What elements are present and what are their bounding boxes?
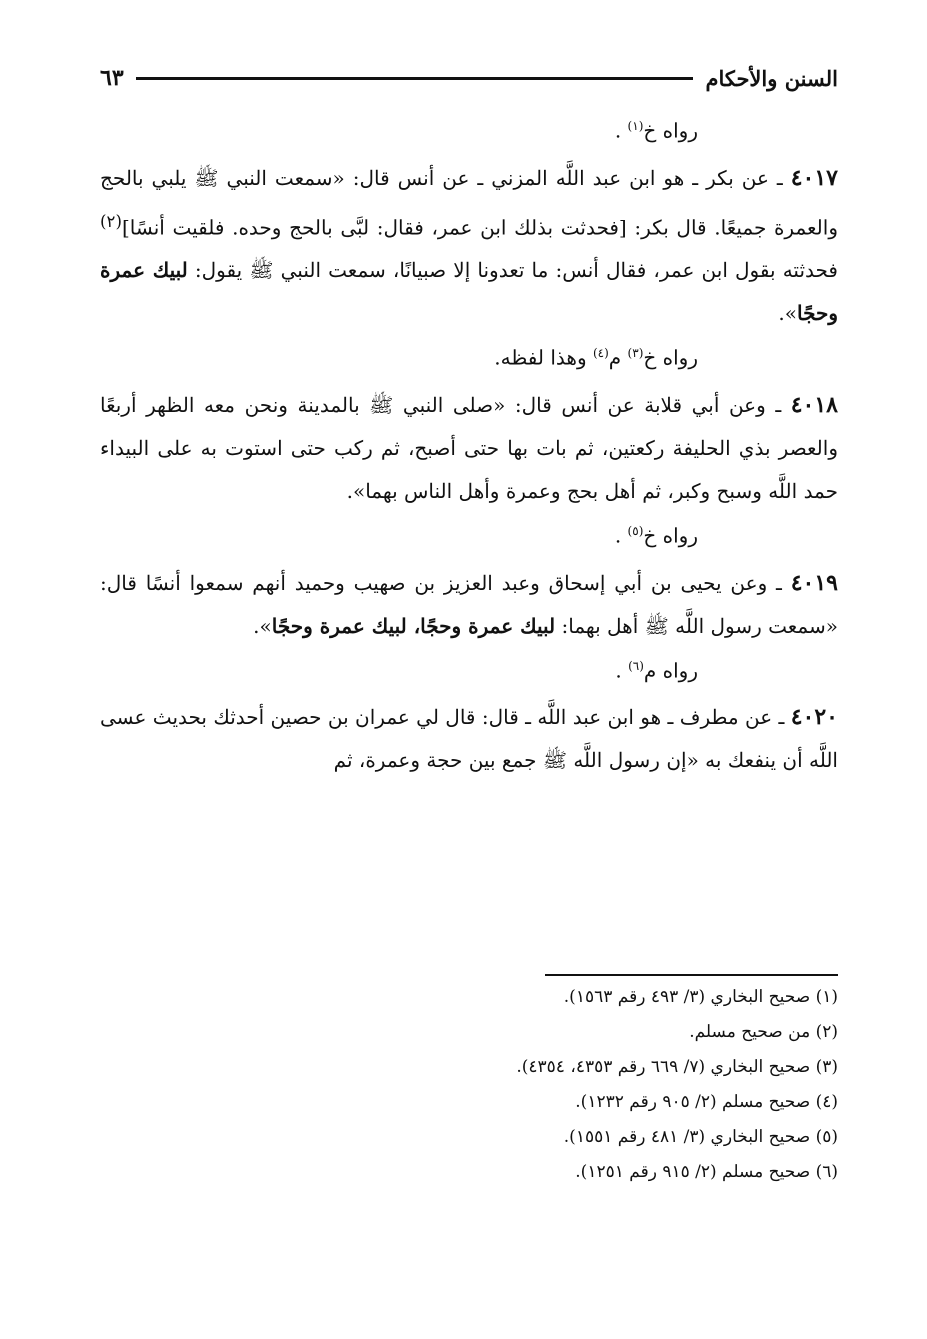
- footnote-marker: (٤): [592, 346, 609, 361]
- hadith-bold-text: لبيك عمرة وحجًا: [100, 258, 838, 326]
- hadith-bold-text: لبيك عمرة وحجًا، لبيك عمرة وحجًا: [271, 613, 556, 638]
- hadith-text: ـ عن بكر ـ هو ابن عبد اللَّه المزني ـ عن أنس قال: «سمعت النبي ﷺ يلبي بالحج والعمرة جميعًا. قال بكر: [فحدثت بذلك ابن عمر، فقال: لبَّى بالحج وحده. فلقيت أنسًا]: [100, 165, 838, 240]
- reference-text: رواه خ: [643, 345, 698, 370]
- footnote-item: (٥) صحيح البخاري (٣/ ٤٨١ رقم ١٥٥١).: [563, 1127, 838, 1147]
- header-rule: [136, 77, 694, 80]
- hadith-text-continued: فحدثته بقول ابن عمر، فقال أنس: ما تعدونا إلا صبيانًا، سمعت النبي ﷺ يقول:: [187, 258, 838, 283]
- reference-end: .: [614, 523, 628, 548]
- footnote-item: (٢) من صحيح مسلم.: [689, 1022, 838, 1042]
- footnote-marker: (٥): [627, 523, 644, 538]
- hadith-number: ٤٠٢٠: [790, 704, 838, 731]
- page-number: ٦٣: [100, 65, 124, 91]
- running-title: السنن والأحكام: [705, 65, 838, 91]
- reference-text: رواه م: [643, 658, 698, 683]
- reference-end: وهذا لفظه.: [494, 345, 593, 370]
- hadith-text: ـ وعن أبي قلابة عن أنس قال: «صلى النبي ﷺ بالمدينة ونحن معه الظهر أربعًا والعصر بذي الحليفة ركعتين، ثم بات بها حتى أصبح، ثم ركب حتى استوت به على البيداء حمد اللَّه وسبح وكبر، ثم أهل بحج وعمرة وأهل الناس بهما».: [100, 392, 838, 503]
- reference-end: .: [614, 118, 628, 143]
- hadith-text: ـ عن مطرف ـ هو ابن عبد اللَّه ـ قال: قال لي عمران بن حصين أحدثك بحديث عسى اللَّه أن ينفعك به «إن رسول اللَّه ﷺ جمع بين حجة وعمرة، ثم: [100, 705, 838, 773]
- footnote-marker: (١): [627, 119, 644, 133]
- hadith-4020: [100, 696, 838, 782]
- hadith-reference: [100, 110, 838, 147]
- page-header: [100, 58, 838, 98]
- hadith-4019: [100, 562, 838, 648]
- footnotes: [100, 980, 838, 1190]
- reference-text: رواه خ: [643, 118, 698, 143]
- footnote-marker: (٢): [100, 211, 122, 231]
- hadith-text: ـ وعن يحيى بن أبي إسحاق وعبد العزيز بن صهيب وحميد أنهم سمعوا أنسًا قال: «سمعت رسول اللَّه ﷺ أهل بهما:: [100, 570, 838, 638]
- hadith-4017: [100, 157, 838, 336]
- reference-text: رواه خ: [643, 523, 698, 548]
- hadith-number: ٤٠١٩: [790, 569, 838, 596]
- reference-end: .: [615, 658, 629, 683]
- footnote-item: (٣) صحيح البخاري (٧/ ٦٦٩ رقم ٤٣٥٣، ٤٣٥٤).: [516, 1057, 838, 1077]
- page-body: [100, 108, 838, 784]
- hadith-end: ».: [253, 613, 272, 638]
- hadith-end: ».: [778, 301, 797, 326]
- footnote-item: (١) صحيح البخاري (٣/ ٤٩٣ رقم ١٥٦٣).: [563, 987, 838, 1007]
- footnote-item: (٦) صحيح مسلم (٢/ ٩١٥ رقم ١٢٥١).: [575, 1162, 838, 1182]
- hadith-reference: [100, 337, 838, 374]
- footnote-marker: (٦): [628, 658, 644, 673]
- hadith-reference: [100, 650, 838, 687]
- hadith-reference: [100, 515, 838, 552]
- hadith-4018: [100, 384, 838, 513]
- footnote-separator: [545, 974, 838, 976]
- reference-text: م: [608, 345, 628, 370]
- hadith-number: ٤٠١٧: [790, 164, 838, 191]
- footnote-item: (٤) صحيح مسلم (٢/ ٩٠٥ رقم ١٢٣٢).: [575, 1092, 838, 1112]
- hadith-number: ٤٠١٨: [790, 391, 838, 418]
- footnote-marker: (٣): [627, 346, 644, 361]
